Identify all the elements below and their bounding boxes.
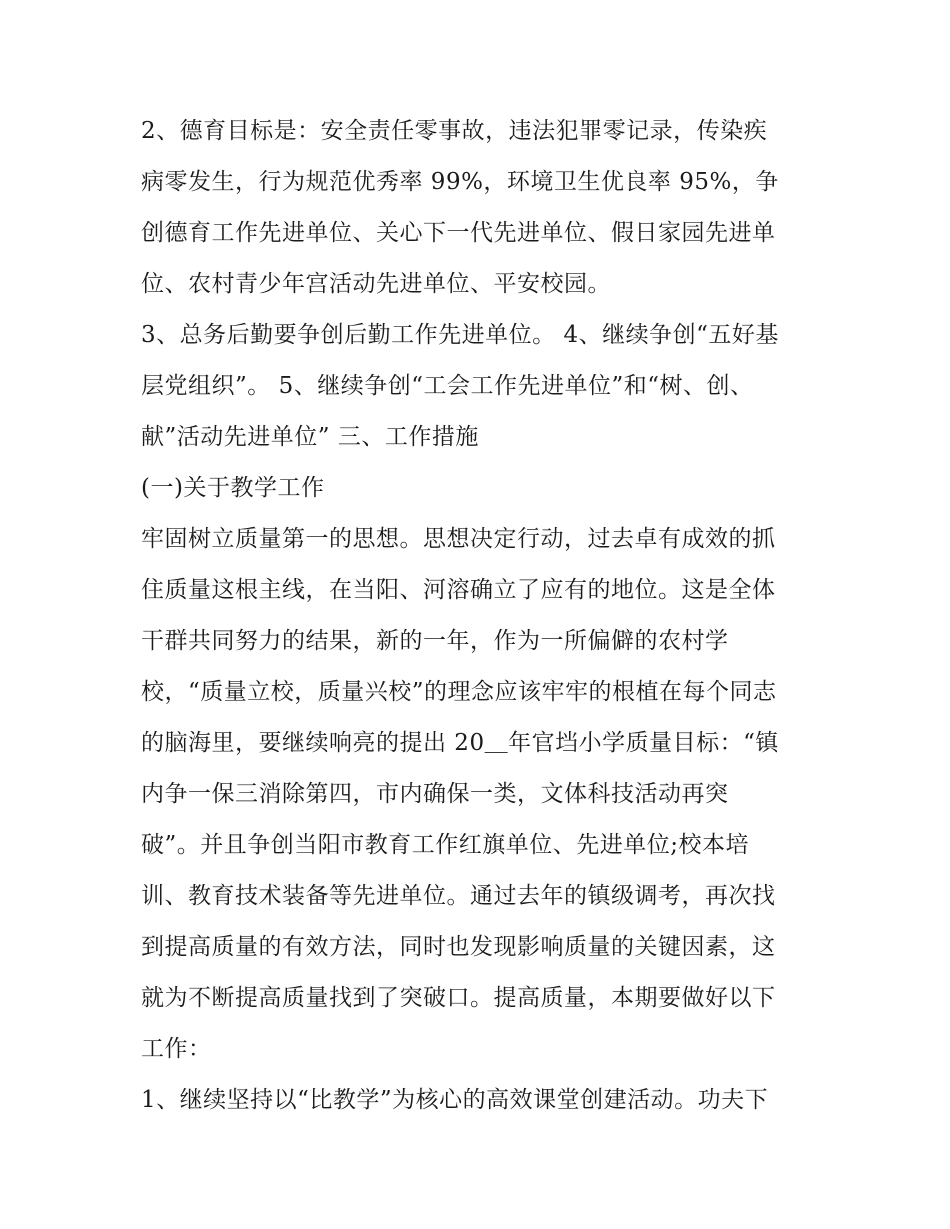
text-line: 牢固树立质量第一的思想。思想决定行动，过去卓有成效的抓	[141, 526, 776, 552]
text-line: 3、总务后勤要争创后勤工作先进单位。 4、继续争创“五好基	[141, 322, 779, 348]
text-line: 破”。并且争创当阳市教育工作红旗单位、先进单位;校本培	[141, 832, 750, 858]
text-line: 到提高质量的有效方法，同时也发现影响质量的关键因素，这	[141, 934, 776, 960]
text-line: 的脑海里，要继续响亮的提出 20＿年官垱小学质量目标：“镇	[141, 730, 779, 756]
text-line: 1、继续坚持以“比教学”为核心的高效课堂创建活动。功夫下	[141, 1087, 769, 1113]
text-line: 病零发生，行为规范优秀率 99%，环境卫生优良率 95%，争	[141, 169, 779, 195]
text-line: 工作：	[141, 1036, 212, 1062]
body-text	[141, 106, 821, 1126]
section-heading: (一)关于教学工作	[141, 475, 325, 501]
text-line: 干群共同努力的结果，新的一年，作为一所偏僻的农村学	[141, 628, 729, 654]
text-line: 层党组织”。 5、继续争创“工会工作先进单位”和“树、创、	[141, 373, 754, 399]
text-line: 创德育工作先进单位、关心下一代先进单位、假日家园先进单	[141, 220, 776, 246]
text-line: 就为不断提高质量找到了突破口。提高质量，本期要做好以下	[141, 985, 776, 1011]
text-line: 献”活动先进单位” 三、工作措施	[141, 424, 479, 450]
text-line: 校，“质量立校，质量兴校”的理念应该牢牢的根植在每个同志	[141, 679, 777, 705]
text-line: 位、农村青少年宫活动先进单位、平安校园。	[141, 271, 611, 297]
text-line: 2、德育目标是：安全责任零事故，违法犯罪零记录，传染疾	[141, 118, 768, 144]
text-line: 住质量这根主线，在当阳、河溶确立了应有的地位。这是全体	[141, 577, 776, 603]
text-line: 训、教育技术装备等先进单位。通过去年的镇级调考，再次找	[141, 883, 776, 909]
text-line: 内争一保三消除第四，市内确保一类，文体科技活动再突	[141, 781, 729, 807]
